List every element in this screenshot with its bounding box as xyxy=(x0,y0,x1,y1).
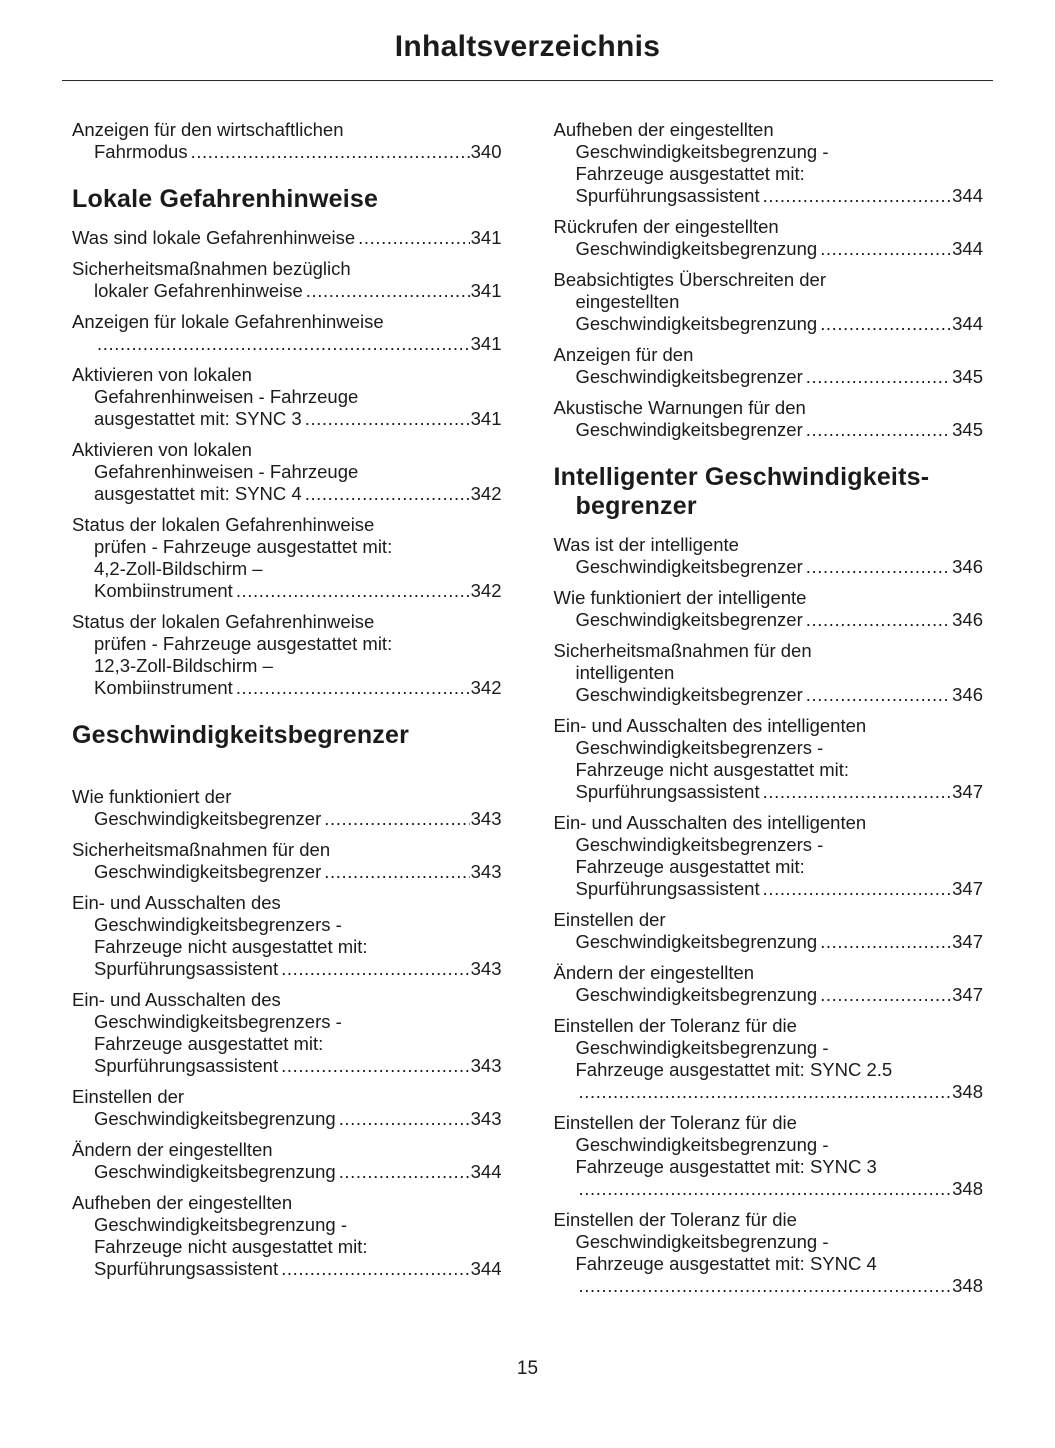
toc-entry-line: Fahrzeuge ausgestattet mit: SYNC 3 xyxy=(575,1156,877,1177)
toc-entry-line: Fahrzeuge nicht ausgestattet mit: xyxy=(94,936,368,957)
toc-entry-line xyxy=(554,1178,984,1200)
toc-entry-line: Einstellen der Toleranz für die xyxy=(553,1015,797,1036)
toc-entry-line xyxy=(554,684,984,706)
toc-entry-line: Status der lokalen Gefahrenhinweise xyxy=(72,611,375,632)
title-divider xyxy=(62,80,993,81)
toc-entry-line xyxy=(554,1275,984,1297)
entry-page-number: 341 xyxy=(470,408,502,429)
entry-page-number: 347 xyxy=(952,984,983,1005)
dot-leader xyxy=(191,141,470,163)
toc-entry-line xyxy=(554,609,984,631)
toc-entry-text: ausgestattet mit: SYNC 3 xyxy=(94,408,302,429)
toc-entry-line: Rückrufen der eingestellten xyxy=(553,216,779,237)
entry-page-number: 344 xyxy=(952,238,983,259)
dot-leader xyxy=(324,808,469,830)
toc-entry-text: lokaler Gefahrenhinweise xyxy=(94,280,303,301)
toc-entry-line: Geschwindigkeitsbegrenzung - xyxy=(94,1214,347,1235)
section-heading xyxy=(72,721,502,750)
toc-entry-text: Geschwindigkeitsbegrenzer xyxy=(94,861,322,882)
toc-entry xyxy=(72,892,502,980)
dot-leader xyxy=(763,781,952,803)
toc-entry xyxy=(554,397,984,441)
dot-leader xyxy=(339,1108,470,1130)
toc-entry-line xyxy=(72,280,502,302)
toc-entry-line xyxy=(72,1258,502,1280)
toc-entry-line: Akustische Warnungen für den xyxy=(553,397,806,418)
toc-entry xyxy=(554,119,984,207)
toc-entry xyxy=(554,640,984,706)
toc-entry-line xyxy=(72,1055,502,1077)
toc-entry-line xyxy=(554,781,984,803)
toc-entry-line: Fahrzeuge ausgestattet mit: xyxy=(94,1033,324,1054)
toc-entry xyxy=(554,715,984,803)
toc-entry-line: Geschwindigkeitsbegrenzers - xyxy=(575,834,824,855)
toc-entry xyxy=(554,587,984,631)
toc-entry xyxy=(72,227,502,249)
entry-page-number: 343 xyxy=(470,1055,502,1076)
dot-leader xyxy=(820,313,951,335)
entry-page-number: 346 xyxy=(952,609,983,630)
toc-entry-line xyxy=(554,185,984,207)
toc-entry-line: 12,3-Zoll-Bildschirm – xyxy=(94,655,273,676)
dot-leader xyxy=(806,556,951,578)
toc-entry-line: Geschwindigkeitsbegrenzung - xyxy=(575,1134,829,1155)
dot-leader xyxy=(281,1258,470,1280)
toc-entry-line: Was ist der intelligente xyxy=(553,534,739,555)
toc-entry-text: Spurführungsassistent xyxy=(575,878,760,899)
toc-entry-line: Aufheben der eingestellten xyxy=(553,119,774,140)
entry-page-number: 347 xyxy=(952,781,983,802)
toc-entry-line: Fahrzeuge ausgestattet mit: SYNC 4 xyxy=(575,1253,877,1274)
toc-entry-line: Aufheben der eingestellten xyxy=(72,1192,293,1213)
toc-entry-line: Fahrzeuge ausgestattet mit: xyxy=(575,856,805,877)
dot-leader xyxy=(281,958,470,980)
entry-page-number: 343 xyxy=(470,861,502,882)
toc-entry-line: Geschwindigkeitsbegrenzers - xyxy=(94,1011,342,1032)
dot-leader xyxy=(579,1178,952,1200)
toc-entry-text: Kombiinstrument xyxy=(94,580,233,601)
toc-entry-text: Geschwindigkeitsbegrenzer xyxy=(575,366,803,387)
section-heading-line: Lokale Gefahrenhinweise xyxy=(72,185,379,213)
toc-entry-line xyxy=(554,366,984,388)
page-number: 15 xyxy=(516,1358,539,1379)
toc-entry xyxy=(72,364,502,430)
entry-page-number: 344 xyxy=(952,185,983,206)
section-heading-line: Intelligenter Geschwindigkeits- xyxy=(553,463,930,491)
toc-entry-line xyxy=(554,1081,984,1103)
entry-page-number: 343 xyxy=(470,1108,502,1129)
toc-entry-line: Gefahrenhinweisen - Fahrzeuge xyxy=(94,386,359,407)
toc-entry xyxy=(554,344,984,388)
toc-entry-line xyxy=(72,958,502,980)
toc-entry xyxy=(554,534,984,578)
toc-entry-line xyxy=(72,1161,502,1183)
toc-entry-line: Einstellen der Toleranz für die xyxy=(553,1209,797,1230)
toc-entry xyxy=(72,311,502,355)
toc-entry xyxy=(554,1015,984,1103)
toc-column xyxy=(72,119,502,1306)
toc-entry-line xyxy=(554,984,984,1006)
toc-entry-line xyxy=(554,313,984,335)
toc-entry-line: Fahrzeuge ausgestattet mit: xyxy=(575,163,805,184)
toc-entry xyxy=(72,119,502,163)
toc-entry-line: intelligenten xyxy=(575,662,675,683)
toc-entry-line xyxy=(72,861,502,883)
toc-entry xyxy=(554,812,984,900)
toc-entry-line xyxy=(554,238,984,260)
toc-entry-line: Anzeigen für den xyxy=(553,344,694,365)
toc-entry-text: Geschwindigkeitsbegrenzung xyxy=(575,238,818,259)
toc-entry xyxy=(72,1192,502,1280)
toc-entry-line: Ein- und Ausschalten des xyxy=(72,989,281,1010)
toc-entry-line: prüfen - Fahrzeuge ausgestattet mit: xyxy=(94,536,393,557)
toc-entry xyxy=(554,962,984,1006)
toc-entry-line: Fahrzeuge nicht ausgestattet mit: xyxy=(575,759,850,780)
toc-entry-line xyxy=(554,419,984,441)
entry-page-number: 342 xyxy=(470,580,502,601)
dot-leader xyxy=(820,931,951,953)
toc-entry xyxy=(72,786,502,830)
dot-leader xyxy=(358,227,469,249)
entry-page-number: 341 xyxy=(470,333,502,354)
toc-entry-text: Geschwindigkeitsbegrenzer xyxy=(575,556,803,577)
section-heading xyxy=(554,463,984,521)
toc-entry-text: Spurführungsassistent xyxy=(94,958,279,979)
toc-entry-line: Einstellen der Toleranz für die xyxy=(553,1112,797,1133)
toc-entry-line: Ein- und Ausschalten des intelligenten xyxy=(553,715,867,736)
toc-entry-line: Ein- und Ausschalten des intelligenten xyxy=(553,812,867,833)
toc-entry-line xyxy=(72,808,502,830)
dot-leader xyxy=(339,1161,470,1183)
toc-entry-line: Einstellen der xyxy=(553,909,666,930)
entry-page-number: 346 xyxy=(952,684,983,705)
dot-leader xyxy=(281,1055,470,1077)
toc-entry-line: Beabsichtigtes Überschreiten der xyxy=(553,269,827,290)
toc-entry xyxy=(72,1086,502,1130)
toc-entry-text: Fahrmodus xyxy=(94,141,188,162)
toc-entry-line: Aktivieren von lokalen xyxy=(72,364,252,385)
dot-leader xyxy=(763,185,952,207)
toc-entry xyxy=(72,514,502,602)
toc-entry-line: Ändern der eingestellten xyxy=(553,962,755,983)
entry-page-number: 343 xyxy=(470,958,502,979)
entry-page-number: 348 xyxy=(952,1081,983,1102)
toc-entry-line xyxy=(72,333,502,355)
toc-entry-line: Sicherheitsmaßnahmen bezüglich xyxy=(72,258,351,279)
toc-entry-line: 4,2-Zoll-Bildschirm – xyxy=(94,558,263,579)
toc-entry-line: Fahrzeuge nicht ausgestattet mit: xyxy=(94,1236,368,1257)
toc-entry xyxy=(72,1139,502,1183)
entry-page-number: 341 xyxy=(470,227,502,248)
toc-entry-line: Einstellen der xyxy=(72,1086,185,1107)
toc-entry-line: Geschwindigkeitsbegrenzung - xyxy=(575,1037,829,1058)
toc-entry-line: eingestellten xyxy=(575,291,680,312)
toc-entry-line: Sicherheitsmaßnahmen für den xyxy=(553,640,812,661)
toc-entry-line: Wie funktioniert der intelligente xyxy=(553,587,807,608)
toc-entry-line: Anzeigen für lokale Gefahrenhinweise xyxy=(72,311,384,332)
dot-leader xyxy=(806,366,951,388)
toc-entry-text: Geschwindigkeitsbegrenzer xyxy=(575,684,803,705)
toc-column xyxy=(554,119,984,1306)
entry-page-number: 344 xyxy=(470,1161,502,1182)
entry-page-number: 347 xyxy=(952,931,983,952)
toc-entry-line xyxy=(554,931,984,953)
dot-leader xyxy=(324,861,469,883)
toc-entry-line: Gefahrenhinweisen - Fahrzeuge xyxy=(94,461,359,482)
toc-entry xyxy=(554,269,984,335)
toc-entry xyxy=(554,1112,984,1200)
toc-entry xyxy=(554,909,984,953)
page-title: Inhaltsverzeichnis xyxy=(394,30,661,63)
toc-entry-text: Spurführungsassistent xyxy=(575,781,760,802)
dot-leader xyxy=(236,580,470,602)
toc-entry-text: Spurführungsassistent xyxy=(575,185,760,206)
toc-entry-text: Geschwindigkeitsbegrenzung xyxy=(575,931,818,952)
toc-entry-line: Geschwindigkeitsbegrenzers - xyxy=(94,914,342,935)
toc-entry-line: Geschwindigkeitsbegrenzung - xyxy=(575,1231,829,1252)
toc-entry xyxy=(72,611,502,699)
toc-entry xyxy=(554,1209,984,1297)
dot-leader xyxy=(97,333,470,355)
toc-entry-line: Anzeigen für den wirtschaftlichen xyxy=(72,119,344,140)
entry-page-number: 346 xyxy=(952,556,983,577)
toc-entry-line: Aktivieren von lokalen xyxy=(72,439,252,460)
toc-entry-line: Ein- und Ausschalten des xyxy=(72,892,281,913)
toc-entry-line: Ändern der eingestellten xyxy=(72,1139,273,1160)
toc-entry-text: Spurführungsassistent xyxy=(94,1258,279,1279)
toc-entry-text: Kombiinstrument xyxy=(94,677,233,698)
entry-page-number: 345 xyxy=(952,419,983,440)
toc-entry xyxy=(72,839,502,883)
toc-entry-line: Geschwindigkeitsbegrenzers - xyxy=(575,737,824,758)
dot-leader xyxy=(763,878,952,900)
dot-leader xyxy=(305,483,470,505)
entry-page-number: 345 xyxy=(952,366,983,387)
toc-entry-line: Geschwindigkeitsbegrenzung - xyxy=(575,141,829,162)
toc-entry xyxy=(72,989,502,1077)
dot-leader xyxy=(806,419,951,441)
toc-entry-text: Geschwindigkeitsbegrenzer xyxy=(575,609,803,630)
toc-entry-text: Geschwindigkeitsbegrenzung xyxy=(94,1161,336,1182)
toc-entry-line xyxy=(554,878,984,900)
entry-page-number: 341 xyxy=(470,280,502,301)
toc-entry-text: Was sind lokale Gefahrenhinweise xyxy=(72,227,356,248)
entry-page-number: 344 xyxy=(470,1258,502,1279)
toc-entry xyxy=(72,439,502,505)
toc-entry-line: prüfen - Fahrzeuge ausgestattet mit: xyxy=(94,633,393,654)
dot-leader xyxy=(306,280,470,302)
toc-entry-text: Geschwindigkeitsbegrenzung xyxy=(94,1108,336,1129)
toc-entry-line xyxy=(72,483,502,505)
section-heading-line: begrenzer xyxy=(575,492,697,520)
toc-entry-text: Spurführungsassistent xyxy=(94,1055,279,1076)
dot-leader xyxy=(579,1081,952,1103)
section-heading xyxy=(72,185,502,214)
entry-page-number: 347 xyxy=(952,878,983,899)
toc-entry-line: Wie funktioniert der xyxy=(72,786,232,807)
toc-entry-line xyxy=(72,1108,502,1130)
toc-entry-line xyxy=(72,408,502,430)
entry-page-number: 348 xyxy=(952,1178,983,1199)
dot-leader xyxy=(579,1275,952,1297)
toc-entry-line xyxy=(72,227,502,249)
entry-page-number: 344 xyxy=(952,313,983,334)
dot-leader xyxy=(820,238,951,260)
toc-entry-line: Status der lokalen Gefahrenhinweise xyxy=(72,514,375,535)
toc-entry-text: ausgestattet mit: SYNC 4 xyxy=(94,483,302,504)
toc-entry xyxy=(554,216,984,260)
entry-page-number: 348 xyxy=(952,1275,983,1296)
dot-leader xyxy=(806,684,951,706)
toc-entry xyxy=(72,258,502,302)
toc-entry-line: Fahrzeuge ausgestattet mit: SYNC 2.5 xyxy=(575,1059,893,1080)
entry-page-number: 343 xyxy=(470,808,502,829)
entry-page-number: 340 xyxy=(470,141,502,162)
toc-entry-line xyxy=(72,580,502,602)
toc-entry-text: Geschwindigkeitsbegrenzung xyxy=(575,313,818,334)
toc-entry-line xyxy=(72,677,502,699)
dot-leader xyxy=(305,408,470,430)
dot-leader xyxy=(806,609,951,631)
toc-entry-text: Geschwindigkeitsbegrenzung xyxy=(575,984,818,1005)
toc-columns xyxy=(62,119,993,1306)
toc-entry-line xyxy=(554,556,984,578)
toc-entry-text: Geschwindigkeitsbegrenzer xyxy=(575,419,803,440)
entry-page-number: 342 xyxy=(470,483,502,504)
entry-page-number: 342 xyxy=(470,677,502,698)
toc-entry-line xyxy=(72,141,502,163)
dot-leader xyxy=(236,677,470,699)
dot-leader xyxy=(820,984,951,1006)
toc-entry-line: Sicherheitsmaßnahmen für den xyxy=(72,839,331,860)
section-heading-line: Geschwindigkeitsbegrenzer xyxy=(72,721,410,749)
toc-entry-text: Geschwindigkeitsbegrenzer xyxy=(94,808,322,829)
